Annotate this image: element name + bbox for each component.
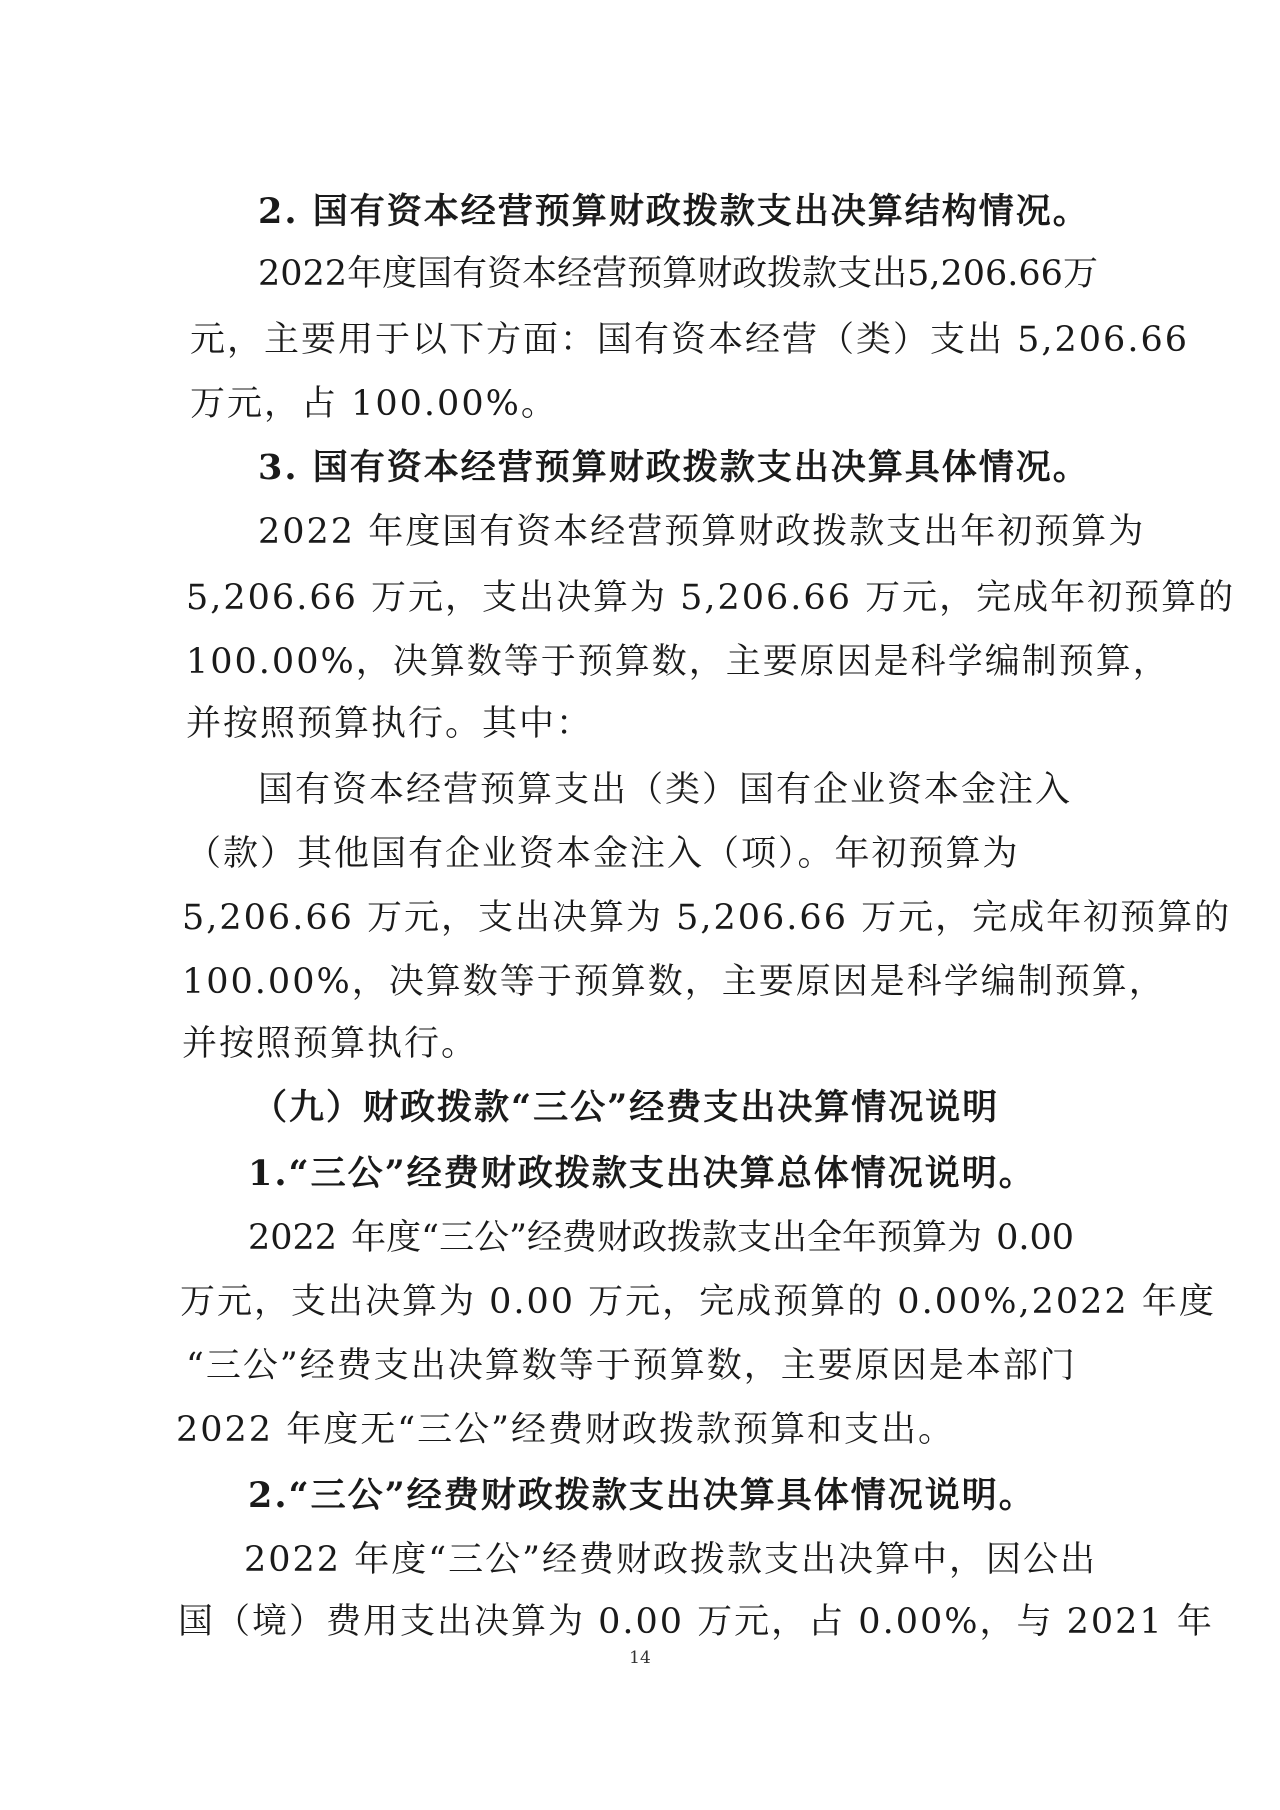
paragraph-line: 万元，占 100.00%。 [190,384,558,424]
section-heading-2: 2. 国有资本经营预算财政拨款支出决算结构情况。 [258,191,1090,232]
subsection-heading-9-2: 2.“三公”经费财政拨款支出决算具体情况说明。 [248,1475,1036,1516]
section-heading-9: （九）财政拨款“三公”经费支出决算情况说明 [252,1087,1000,1128]
paragraph-line: “三公”经费支出决算数等于预算数，主要原因是本部门 [186,1346,1077,1386]
paragraph-line: 5,206.66 万元，支出决算为 5,206.66 万元，完成年初预算的 [182,898,1232,938]
paragraph-line: 5,206.66 万元，支出决算为 5,206.66 万元，完成年初预算的 [186,578,1236,618]
subsection-heading-9-1: 1.“三公”经费财政拨款支出决算总体情况说明。 [248,1153,1036,1194]
paragraph-line: 2022 年度国有资本经营预算财政拨款支出年初预算为 [258,512,1146,552]
paragraph-line: 2022 年度无“三公”经费财政拨款预算和支出。 [176,1410,955,1450]
paragraph-line: 100.00%，决算数等于预算数，主要原因是科学编制预算， [182,962,1166,1002]
section-heading-3: 3. 国有资本经营预算财政拨款支出决算具体情况。 [258,447,1090,488]
paragraph-line: （款）其他国有企业资本金注入（项）。年初预算为 [186,834,1020,874]
paragraph-line: 国（境）费用支出决算为 0.00 万元，占 0.00%，与 2021 年 [178,1602,1214,1642]
paragraph-line: 2022 年度“三公”经费财政拨款支出决算中，因公出 [244,1540,1097,1580]
paragraph-line: 100.00%，决算数等于预算数，主要原因是科学编制预算， [186,642,1170,682]
paragraph-line: 万元，支出决算为 0.00 万元，完成预算的 0.00%,2022 年度 [180,1282,1216,1322]
paragraph-line: 2022 年度国有资本经营预算财政拨款支出 5,206.66 万 [258,254,1098,294]
paragraph-line: 并按照预算执行。 [182,1024,479,1064]
paragraph-line: 元，主要用于以下方面：国有资本经营（类）支出 5,206.66 [190,320,1189,360]
page-number: 14 [629,1648,651,1668]
paragraph-line: 并按照预算执行。其中： [186,704,594,744]
paragraph-line: 国有资本经营预算支出（类）国有企业资本金注入 [258,770,1073,810]
paragraph-line: 2022 年度“三公”经费财政拨款支出全年预算为 0.00 [248,1218,1074,1258]
